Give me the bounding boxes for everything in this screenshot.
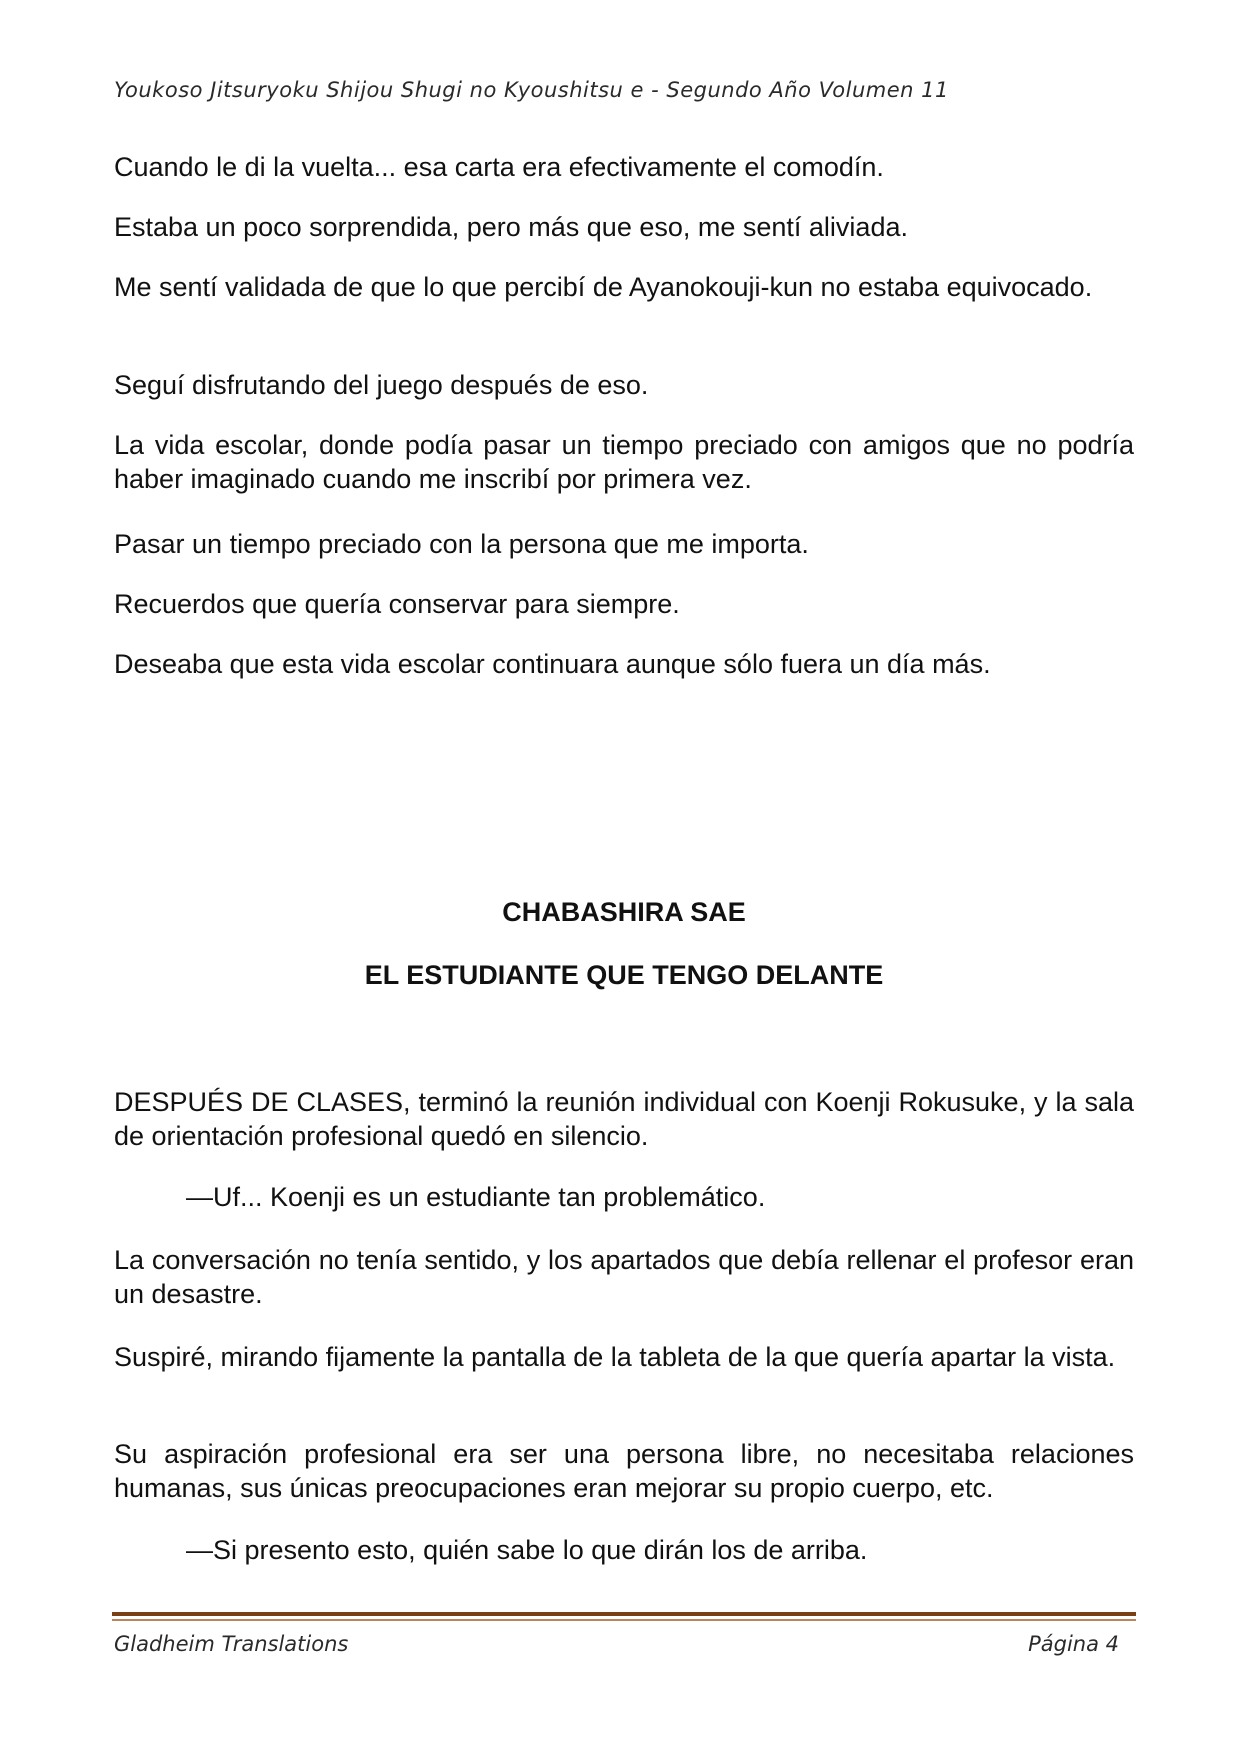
paragraph: Me sentí validada de que lo que percibí de Ayanokouji-kun no estaba equivocado. [114,272,1093,302]
chapter-character-heading: CHABASHIRA SAE [502,897,746,927]
footer-divider [112,1612,1136,1616]
paragraph: Su aspiración profesional era ser una persona libre, no necesitaba relaciones humanas, sus únicas preocupaciones eran mejorar su propio cuerpo, etc. [114,1439,1134,1503]
chapter-title-heading: EL ESTUDIANTE QUE TENGO DELANTE [364,960,884,990]
paragraph: Deseaba que esta vida escolar continuara aunque sólo fuera un día más. [114,649,991,679]
paragraph: Pasar un tiempo preciado con la persona que me importa. [114,529,809,559]
footer-divider-secondary [112,1619,1136,1621]
paragraph: DESPUÉS DE CLASES, terminó la reunión individual con Koenji Rokusuke, y la sala de orientación profesional quedó en silencio. [114,1087,1134,1151]
paragraph: Recuerdos que quería conservar para siempre. [114,589,680,619]
paragraph: Suspiré, mirando fijamente la pantalla de la tableta de la que quería apartar la vista. [114,1342,1116,1372]
running-header: Youkoso Jitsuryoku Shijou Shugi no Kyoushitsu e - Segundo Año Volumen 11 [114,78,949,102]
paragraph: Cuando le di la vuelta... esa carta era efectivamente el comodín. [114,152,884,182]
footer-publisher: Gladheim Translations [114,1632,349,1656]
paragraph: Estaba un poco sorprendida, pero más que eso, me sentí aliviada. [114,212,908,242]
dialogue-line: —Si presento esto, quién sabe lo que dirán los de arriba. [186,1535,868,1565]
paragraph: Seguí disfrutando del juego después de eso. [114,370,649,400]
paragraph: La conversación no tenía sentido, y los apartados que debía rellenar el profesor eran un desastre. [114,1245,1134,1309]
page-number: Página 4 [1028,1632,1119,1656]
paragraph: La vida escolar, donde podía pasar un tiempo preciado con amigos que no podría haber imaginado cuando me inscribí por primera vez. [114,430,1134,494]
dialogue-line: —Uf... Koenji es un estudiante tan problemático. [186,1182,766,1212]
